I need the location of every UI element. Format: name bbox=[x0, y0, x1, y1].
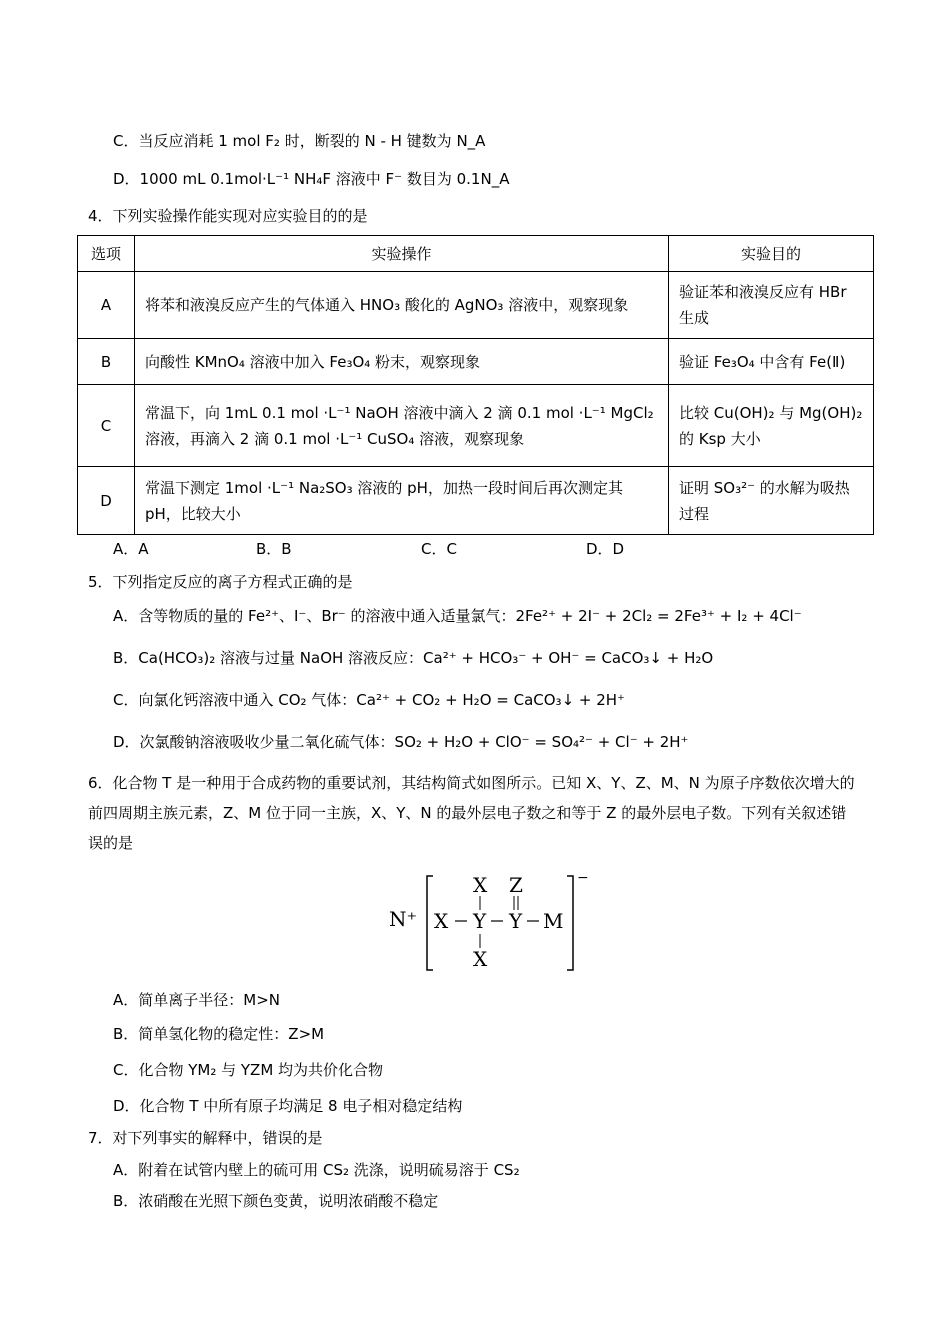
q3-option-d: D．1000 mL 0.1mol·L⁻¹ NH₄F 溶液中 F⁻ 数目为 0.1N_A bbox=[113, 170, 510, 188]
q6-option-d: D．化合物 T 中所有原子均满足 8 电子相对稳定结构 bbox=[113, 1097, 463, 1115]
row-option: B bbox=[78, 339, 135, 385]
q5-option-d: D．次氯酸钠溶液吸收少量二氧化硫气体：SO₂ + H₂O + ClO⁻ = SO₄²⁻ + Cl⁻ + 2H⁺ bbox=[113, 733, 689, 751]
atom-x-bottom: X bbox=[473, 947, 488, 971]
table-row bbox=[78, 339, 874, 385]
atom-x-left: X bbox=[434, 909, 449, 933]
choice-c: C．C bbox=[421, 540, 457, 558]
anion-charge: − bbox=[577, 870, 589, 886]
experiment-table bbox=[77, 235, 874, 535]
atom-y-2: Y bbox=[509, 909, 523, 933]
row-goal: 比较 Cu(OH)₂ 与 Mg(OH)₂ 的 Ksp 大小 bbox=[669, 385, 874, 467]
q5-stem: 5．下列指定反应的离子方程式正确的是 bbox=[88, 573, 353, 591]
atom-z-top: Z bbox=[509, 873, 523, 897]
cation-label: N⁺ bbox=[389, 907, 418, 931]
atom-m: M bbox=[543, 909, 564, 933]
q7-option-b: B．浓硝酸在光照下颜色变黄，说明浓硝酸不稳定 bbox=[113, 1192, 439, 1210]
atom-y-1: Y bbox=[473, 909, 487, 933]
q6-stem: 6．化合物 T 是一种用于合成药物的重要试剂，其结构简式如图所示。已知 X、Y、Z、M、N 为原子序数依次增大的前四周期主族元素，Z、M 位于同一主族，X、Y、N 的最外层电子数之和等于 Z 的最外层电子数。下列有关叙述错误的是 bbox=[88, 774, 855, 852]
row-option: C bbox=[78, 385, 135, 467]
row-operation: 常温下测定 1mol ·L⁻¹ Na₂SO₃ 溶液的 pH，加热一段时间后再次测定其 pH，比较大小 bbox=[135, 467, 669, 535]
row-option: A bbox=[78, 272, 135, 339]
q5-option-c: C．向氯化钙溶液中通入 CO₂ 气体：Ca²⁺ + CO₂ + H₂O = CaCO₃↓ + 2H⁺ bbox=[113, 691, 625, 709]
q5-option-a: A．含等物质的量的 Fe²⁺、I⁻、Br⁻ 的溶液中通入适量氯气：2Fe²⁺ + 2I⁻ + 2Cl₂ = 2Fe³⁺ + I₂ + 4Cl⁻ bbox=[113, 607, 802, 625]
header-goal: 实验目的 bbox=[669, 236, 874, 272]
q7-stem: 7．对下列事实的解释中，错误的是 bbox=[88, 1129, 323, 1147]
q5-option-b: B．Ca(HCO₃)₂ 溶液与过量 NaOH 溶液反应：Ca²⁺ + HCO₃⁻ + OH⁻ = CaCO₃↓ + H₂O bbox=[113, 649, 714, 667]
q3-option-c: C．当反应消耗 1 mol F₂ 时，断裂的 N - H 键数为 N_A bbox=[113, 132, 486, 150]
row-option: D bbox=[78, 467, 135, 535]
left-bracket bbox=[427, 876, 433, 970]
table-row bbox=[78, 467, 874, 535]
atom-x-top: X bbox=[473, 873, 488, 897]
row-goal: 验证苯和液溴反应有 HBr 生成 bbox=[669, 272, 874, 339]
table-row bbox=[78, 272, 874, 339]
row-operation: 向酸性 KMnO₄ 溶液中加入 Fe₃O₄ 粉末，观察现象 bbox=[135, 339, 669, 385]
q6-option-b: B．简单氢化物的稳定性：Z>M bbox=[113, 1025, 325, 1043]
q6-option-c: C．化合物 YM₂ 与 YZM 均为共价化合物 bbox=[113, 1061, 384, 1079]
right-bracket bbox=[567, 876, 573, 970]
row-goal: 验证 Fe₃O₄ 中含有 Fe(Ⅱ) bbox=[669, 339, 874, 385]
structure-diagram bbox=[385, 868, 595, 976]
header-option: 选项 bbox=[78, 236, 135, 272]
q4-stem: 4．下列实验操作能实现对应实验目的的是 bbox=[88, 207, 368, 225]
q4-choices bbox=[113, 539, 624, 559]
row-goal: 证明 SO₃²⁻ 的水解为吸热过程 bbox=[669, 467, 874, 535]
q7-option-a: A．附着在试管内壁上的硫可用 CS₂ 洗涤，说明硫易溶于 CS₂ bbox=[113, 1161, 520, 1179]
table-row bbox=[78, 385, 874, 467]
choice-a: A．A bbox=[113, 540, 149, 558]
choice-d: D．D bbox=[586, 540, 625, 558]
row-operation: 常温下，向 1mL 0.1 mol ·L⁻¹ NaOH 溶液中滴入 2 滴 0.1 mol ·L⁻¹ MgCl₂ 溶液，再滴入 2 滴 0.1 mol ·L⁻¹ CuSO₄ 溶液，观察现象 bbox=[135, 385, 669, 467]
table-header-row bbox=[78, 236, 874, 272]
choice-b: B．B bbox=[256, 540, 292, 558]
header-operation: 实验操作 bbox=[135, 236, 669, 272]
q6-option-a: A．简单离子半径：M>N bbox=[113, 991, 280, 1009]
row-operation: 将苯和液溴反应产生的气体通入 HNO₃ 酸化的 AgNO₃ 溶液中，观察现象 bbox=[135, 272, 669, 339]
